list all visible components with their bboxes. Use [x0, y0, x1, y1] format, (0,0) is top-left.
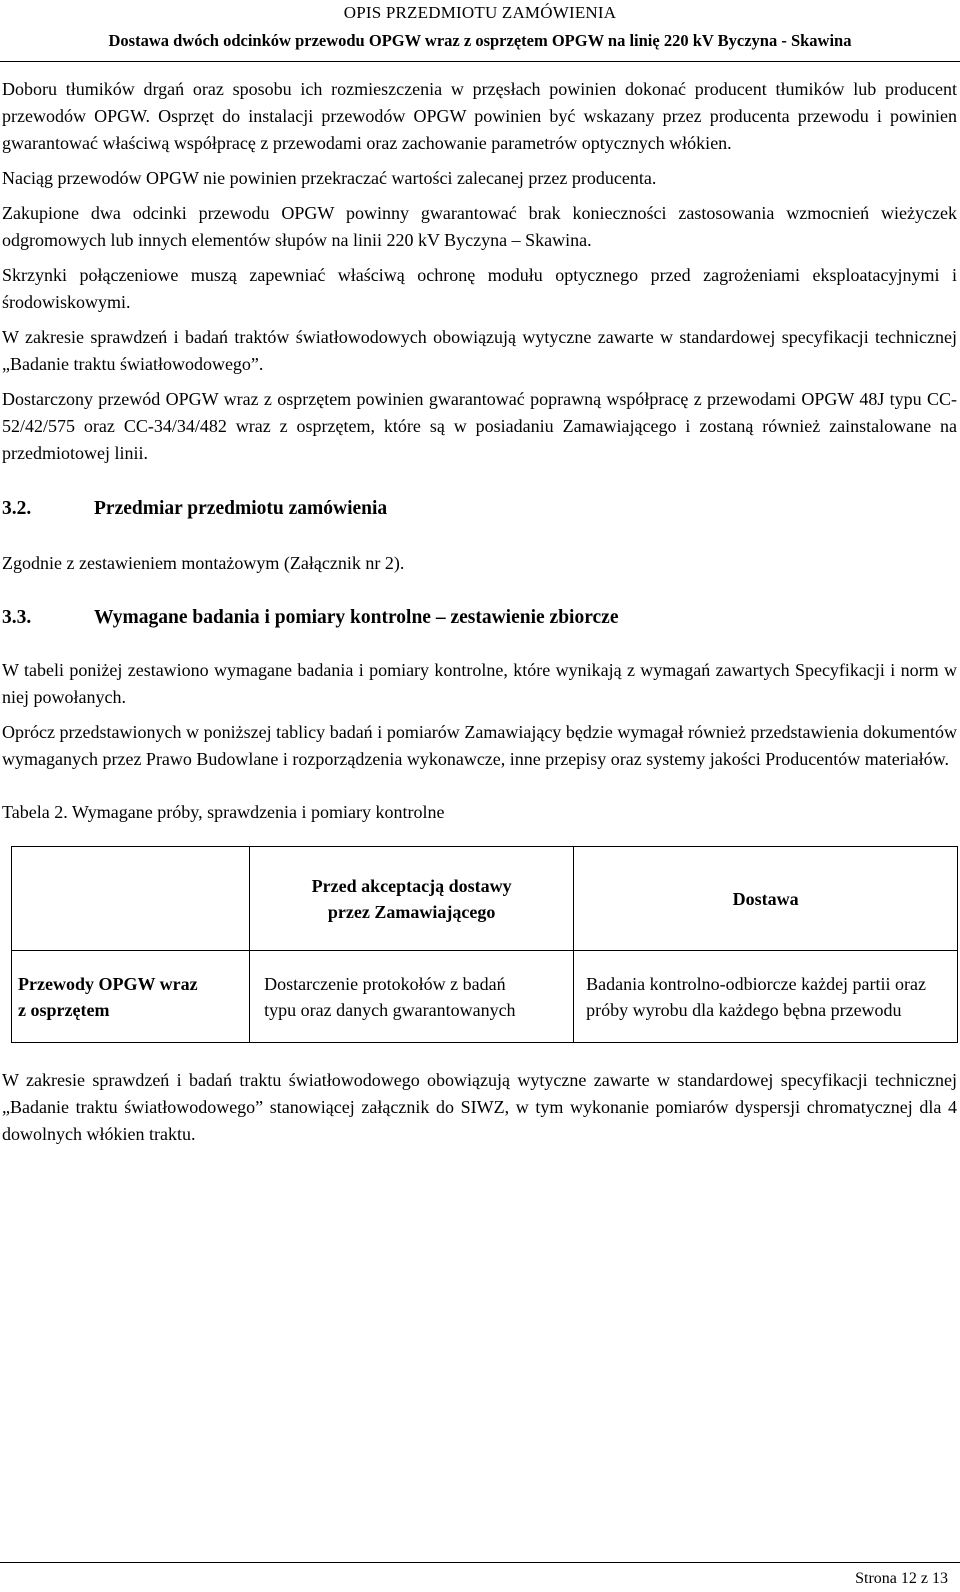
paragraph-closing: W zakresie sprawdzeń i badań traktu światłowodowego obowiązują wytyczne zawarte w standardowej specyfikacji technicznej „Badanie traktu światłowodowego” stanowiącej załącznik do SIWZ, w tym wykonanie pomiarów dyspersji chromatycznej dla 4 dowolnych włókien traktu.	[2, 1070, 957, 1144]
table-header-cell-empty	[12, 847, 250, 951]
paragraph-tests-intro: W tabeli poniżej zestawiono wymagane badania i pomiary kontrolne, które wynikają z wymagań zawartych Specyfikacji i norm w niej powołanych.	[2, 660, 957, 707]
section-title: Wymagane badania i pomiary kontrolne – zestawienie zbiorcze	[94, 607, 619, 628]
paragraph-fiber-tests: W zakresie sprawdzeń i badań traktów światłowodowych obowiązują wytyczne zawarte w standardowej specyfikacji technicznej „Badanie traktu światłowodowego”.	[2, 327, 957, 374]
table-header-delivery: Dostawa	[574, 847, 958, 951]
table-cell-item: Przewody OPGW wraz z osprzętem	[12, 951, 250, 1043]
table-cell-before-acceptance: Dostarczenie protokołów z badań typu oraz danych gwarantowanych	[250, 951, 574, 1043]
paragraph-compatibility: Dostarczony przewód OPGW wraz z osprzętem powinien gwarantować poprawną współpracę z przewodami OPGW 48J typu CC-52/42/575 oraz CC-34/34/482 wraz z osprzętem, które są w posiadaniu Zamawiającego i zostaną również zainstalowane na przedmiotowej linii.	[2, 389, 957, 463]
paragraph-additional-documents: Oprócz przedstawionych w poniższej tablicy badań i pomiarów Zamawiający będzie wymagał również przedstawienia dokumentów wymaganych przez Prawo Budowlane i rozporządzenia wykonawcze, inne przepisy oraz systemy jakości Producentów materiałów.	[2, 722, 957, 769]
document-title: OPIS PRZEDMIOTU ZAMÓWIENIA	[343, 3, 617, 22]
requirements-table	[11, 846, 958, 1043]
table-header-before-acceptance: Przed akceptacją dostawy przez Zamawiającego	[250, 847, 574, 951]
paragraph-tension: Naciąg przewodów OPGW nie powinien przekraczać wartości zalecanej przez producenta.	[2, 168, 657, 188]
paragraph-bill-of-quantities: Zgodnie z zestawieniem montażowym (Załącznik nr 2).	[2, 553, 405, 573]
paragraph-junction-boxes: Skrzynki połączeniowe muszą zapewniać właściwą ochronę modułu optycznego przed zagrożeniami eksploatacyjnymi i środowiskowymi.	[2, 265, 957, 312]
document-subtitle: Dostawa dwóch odcinków przewodu OPGW wraz z osprzętem OPGW na linię 220 kV Byczyna - Skawina	[108, 31, 852, 50]
document-body	[2, 76, 957, 1148]
table-caption: Tabela 2. Wymagane próby, sprawdzenia i pomiary kontrolne	[2, 802, 445, 822]
paragraph-towers: Zakupione dwa odcinki przewodu OPGW powinny gwarantować brak konieczności zastosowania wzmocnień wieżyczek odgromowych lub innych elementów słupów na linii 220 kV Byczyna – Skawina.	[2, 203, 957, 250]
footer-divider	[0, 1562, 960, 1563]
section-heading-3-3	[2, 604, 957, 631]
section-title: Przedmiar przedmiotu zamówienia	[94, 498, 388, 519]
paragraph-dampers: Doboru tłumików drgań oraz sposobu ich rozmieszczenia w przęsłach powinien dokonać producent tłumików lub producent przewodów OPGW. Osprzęt do instalacji przewodów OPGW powinien być wskazany przez producenta przewodu i powinien gwarantować właściwą współpracę z przewodami oraz zachowanie parametrów optycznych włókien.	[2, 79, 957, 153]
table-header-row	[12, 847, 958, 951]
section-number: 3.2.	[2, 498, 32, 519]
section-number: 3.3.	[2, 607, 32, 628]
header-divider	[0, 61, 960, 62]
section-heading-3-2	[2, 495, 957, 522]
page-number: Strona 12 z 13	[855, 1570, 948, 1587]
table-cell-delivery: Badania kontrolno-odbiorcze każdej partii oraz próby wyrobu dla każdego bębna przewodu	[574, 951, 958, 1043]
table-row	[12, 951, 958, 1043]
